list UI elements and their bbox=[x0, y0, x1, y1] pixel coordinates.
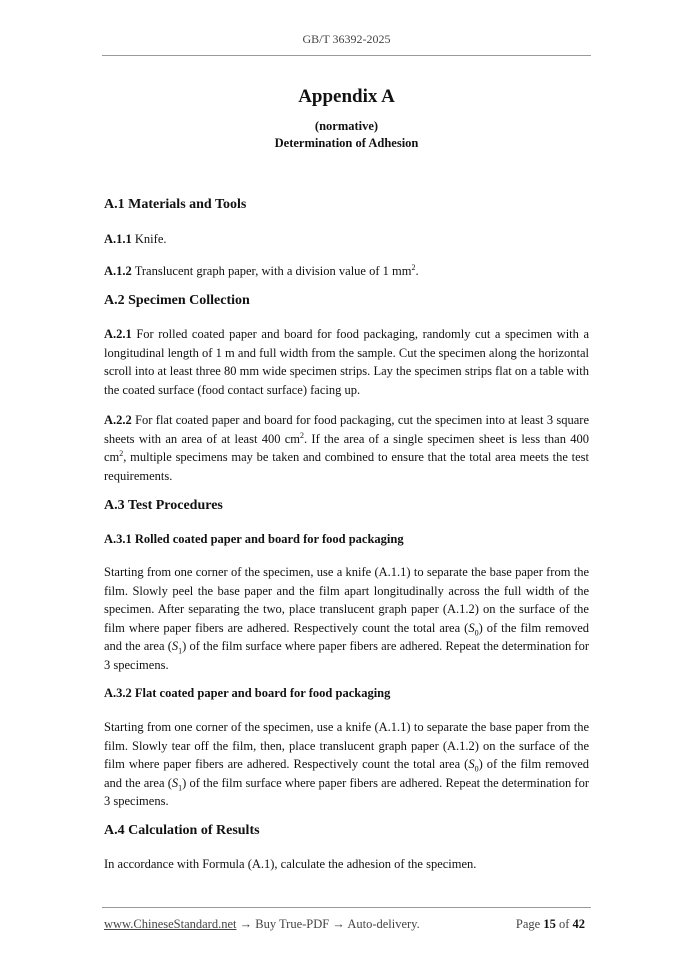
document-code-header: GB/T 36392-2025 bbox=[302, 32, 391, 46]
appendix-subject: Determination of Adhesion bbox=[274, 136, 419, 150]
clause-a31-heading: A.3.1 Rolled coated paper and board for food packaging bbox=[104, 532, 404, 546]
clause-a11-number: A.1.1 bbox=[104, 232, 132, 246]
appendix-normative-label: (normative) bbox=[314, 119, 379, 133]
clause-a32-text-1: Starting from one corner of the specimen, use a knife (A.1.1) to separate the base paper from the film. Slowly tear off the film, then, place translucent graph paper (A.1.2) on the surface of the film where paper fibers are adhered. Respectively count the total area ( bbox=[104, 720, 589, 771]
clause-a11 bbox=[104, 230, 589, 249]
clause-a22-text-3: , multiple specimens may be taken and combined to ensure that the total area meets the test requirements. bbox=[104, 450, 589, 483]
buy-pdf-link[interactable]: Buy True-PDF bbox=[255, 917, 330, 931]
clause-a22-sup-1: 2 bbox=[300, 430, 304, 440]
section-a3-heading: A.3 Test Procedures bbox=[104, 498, 223, 513]
arrow-right-icon: → bbox=[332, 917, 345, 931]
clause-a32-s0-sub: 0 bbox=[474, 764, 479, 774]
auto-delivery-text: Auto-delivery. bbox=[347, 917, 420, 931]
section-a2-heading: A.2 Specimen Collection bbox=[104, 293, 250, 308]
clause-a22-sup-2: 2 bbox=[119, 448, 124, 458]
clause-a31-text-2: ) of the film removed and the area ( bbox=[104, 620, 589, 653]
clause-a32-s0: S bbox=[468, 757, 475, 771]
clause-a31-s0-sub: 0 bbox=[474, 628, 479, 637]
footer-divider bbox=[102, 907, 591, 908]
section-a1-heading: A.1 Materials and Tools bbox=[104, 197, 247, 212]
clause-a12-sup: 2 bbox=[411, 262, 416, 272]
clause-a31-s1-sub: 1 bbox=[178, 646, 183, 656]
clause-a32-s1: S bbox=[171, 775, 179, 790]
clause-a21-number: A.2.1 bbox=[104, 327, 132, 341]
clause-a32-body bbox=[104, 718, 589, 811]
clause-a31-s1: S bbox=[171, 639, 179, 653]
clause-a22 bbox=[104, 411, 589, 485]
clause-a21-text: For rolled coated paper and board for food packaging, randomly cut a specimen with a longitudinal length of 1 m and full width from the sample. Cut the specimen along the horizontal scroll into at least three 80 mm wide specimen strips. Lay the specimen strips flat on a table with the coated surface (food contact surface) facing up. bbox=[104, 327, 589, 397]
clause-a32-heading: A.3.2 Flat coated paper and board for food packaging bbox=[104, 686, 391, 700]
clause-a31-body bbox=[104, 563, 589, 674]
clause-a21 bbox=[104, 325, 589, 399]
clause-a11-text: Knife. bbox=[134, 232, 167, 246]
page-total: 42 bbox=[572, 917, 585, 931]
page-label: Page bbox=[515, 917, 541, 931]
clause-a12-number: A.1.2 bbox=[104, 264, 132, 278]
of-label: of bbox=[558, 917, 570, 931]
page-indicator bbox=[516, 917, 585, 932]
clause-a31-text-1: Starting from one corner of the specimen, use a knife (A.1.1) to separate the base paper from the film. Slowly peel the base paper and the film apart longitudinally across the full width of the specimen. After separating the two, place translucent graph paper (A.1.2) on the surface of the film where paper fibers are adhered. Respectively count the total area ( bbox=[104, 565, 589, 635]
arrow-right-icon: → bbox=[239, 917, 253, 931]
header-divider bbox=[102, 55, 591, 56]
clause-a32-text-3: ) of the film surface where paper fibers are adhered. Repeat the determination for 3 specimens. bbox=[104, 775, 589, 808]
clause-a22-text-1: For flat coated paper and board for food packaging, cut the specimen into at least 3 square sheets with an area of at least 400 cm bbox=[104, 413, 590, 446]
footer-links bbox=[104, 917, 420, 932]
clause-a32-s1-sub: 1 bbox=[178, 783, 183, 792]
section-a4-text: In accordance with Formula (A.1), calculate the adhesion of the specimen. bbox=[104, 857, 477, 871]
clause-a12-text: Translucent graph paper, with a division value of 1 mm bbox=[134, 264, 412, 278]
clause-a22-number: A.2.2 bbox=[104, 413, 132, 427]
clause-a12-end: . bbox=[415, 264, 419, 278]
appendix-title: Appendix A bbox=[298, 86, 395, 107]
section-a4-heading: A.4 Calculation of Results bbox=[104, 823, 260, 838]
page-number: 15 bbox=[543, 917, 556, 931]
clause-a31-s0: S bbox=[468, 620, 475, 635]
website-link[interactable]: www.ChineseStandard.net bbox=[104, 917, 237, 931]
clause-a32-text-2: ) of the film removed and the area ( bbox=[104, 757, 589, 790]
clause-a22-text-2: . If the area of a single specimen sheet is less than 400 cm bbox=[104, 431, 589, 464]
clause-a12 bbox=[104, 262, 589, 281]
clause-a31-text-3: ) of the film surface where paper fibers are adhered. Repeat the determination for 3 specimens. bbox=[104, 639, 589, 672]
